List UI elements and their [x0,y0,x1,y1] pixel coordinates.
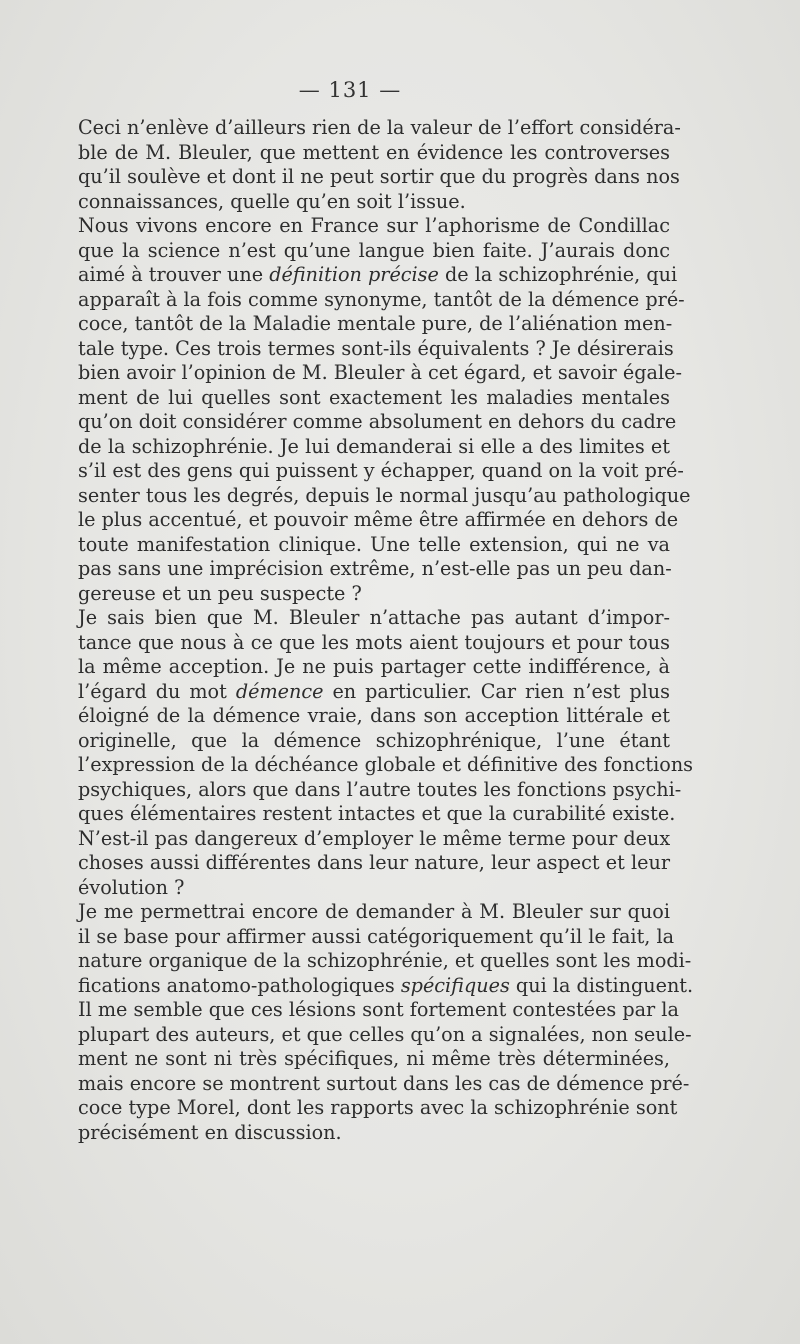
text-line: évolution ? [78,875,185,899]
text-line: toute manifestation clinique. Une telle extension, qui ne va [78,532,670,556]
text-line: apparaît à la fois comme synonyme, tantôt de la démence pré- [78,287,685,311]
text-line: Nous vivons encore en France sur l’aphorisme de Condillac [78,214,670,237]
text-line: de la schizophrénie. Je lui demanderai si elle a des limites et [78,434,670,458]
text-line: coce, tantôt de la Maladie mentale pure, de l’aliénation men- [78,312,673,335]
text-line: tale type. Ces trois termes sont-ils équivalents ? Je désirerais [78,336,674,360]
text-line: Ceci n’enlève d’ailleurs rien de la valeur de l’effort considéra- [78,116,681,139]
text-line [78,680,670,705]
text-line: s’il est des gens qui puissent y échapper, quand on la voit pré- [78,459,684,482]
text-line: le plus accentué, et pouvoir même être affirmée en dehors de [78,508,679,531]
text-run: de la schizophrénie, qui [438,263,678,286]
text-line: qu’il soulève et dont il ne peut sortir que du progrès dans nos [78,165,680,188]
text-run: aimé à trouver une [78,263,270,286]
text-line: pas sans une imprécision extrême, n’est-elle pas un peu dan- [78,557,672,580]
text-line: ment de lui quelles sont exactement les maladies mentales [78,385,670,409]
text-line [78,263,678,288]
text-line: que la science n’est qu’une langue bien faite. J’aurais donc [78,238,670,262]
text-line: ble de M. Bleuler, que mettent en évidence les controverses [78,140,670,164]
text-line: Je sais bien que M. Bleuler n’attache pas autant d’impor- [78,606,670,629]
text-run: en particulier. Car rien n’est plus [323,679,670,703]
text-run: fications anatomo-pathologiques [78,973,401,997]
text-line: Il me semble que ces lésions sont fortement contestées par la [78,998,679,1021]
text-run: qui la distinguent. [509,973,694,997]
text-line: ment ne sont ni très spécifiques, ni même très déterminées, [78,1047,670,1070]
text-line [78,973,694,999]
text-line: éloigné de la démence vraie, dans son acception littérale et [78,704,670,727]
text-line: nature organique de la schizophrénie, et quelles sont les modi- [78,949,692,972]
text-line: choses aussi différentes dans leur nature, leur aspect et leur [78,851,670,874]
text-line: bien avoir l’opinion de M. Bleuler à cet égard, et savoir égale- [78,361,682,384]
text-run: l’égard du mot [78,679,236,703]
text-line: Je me permettrai encore de demander à M. Bleuler sur quoi [78,900,670,923]
text-line: connaissances, quelle qu’en soit l’issue. [78,189,466,213]
text-line: la même acception. Je ne puis partager cette indifférence, à [78,655,670,678]
text-line: originelle, que la démence schizophrénique, l’une étant [78,728,670,752]
text-line: qu’on doit considérer comme absolument en dehors du cadre [78,410,677,433]
page-number: — 131 — [298,78,402,102]
italic-term: démence [235,679,324,703]
text-line: coce type Morel, dont les rapports avec la schizophrénie sont [78,1096,678,1119]
italic-term: définition précise [269,263,439,286]
text-line: tance que nous à ce que les mots aient toujours et pour tous [78,630,670,654]
text-line: psychiques, alors que dans l’autre toutes les fonctions psychi- [78,777,682,801]
text-line: l’expression de la déchéance globale et définitive des fonctions [78,753,694,776]
italic-term: spécifiques [400,973,510,997]
text-line: précisément en discussion. [78,1120,342,1144]
body-text [78,116,694,1145]
text-line: gereuse et un peu suspecte ? [78,581,362,605]
text-line: senter tous les degrés, depuis le normal jusqu’au pathologique [78,483,691,507]
text-line: ques élémentaires restent intactes et que la curabilité existe. [78,802,676,825]
text-line: il se base pour affirmer aussi catégoriquement qu’il le fait, la [78,924,675,948]
text-line: mais encore se montrent surtout dans les cas de démence pré- [78,1071,690,1095]
text-line: N’est-il pas dangereux d’employer le même terme pour deux [78,826,671,850]
text-line: plupart des auteurs, et que celles qu’on a signalées, non seule- [78,1022,692,1046]
